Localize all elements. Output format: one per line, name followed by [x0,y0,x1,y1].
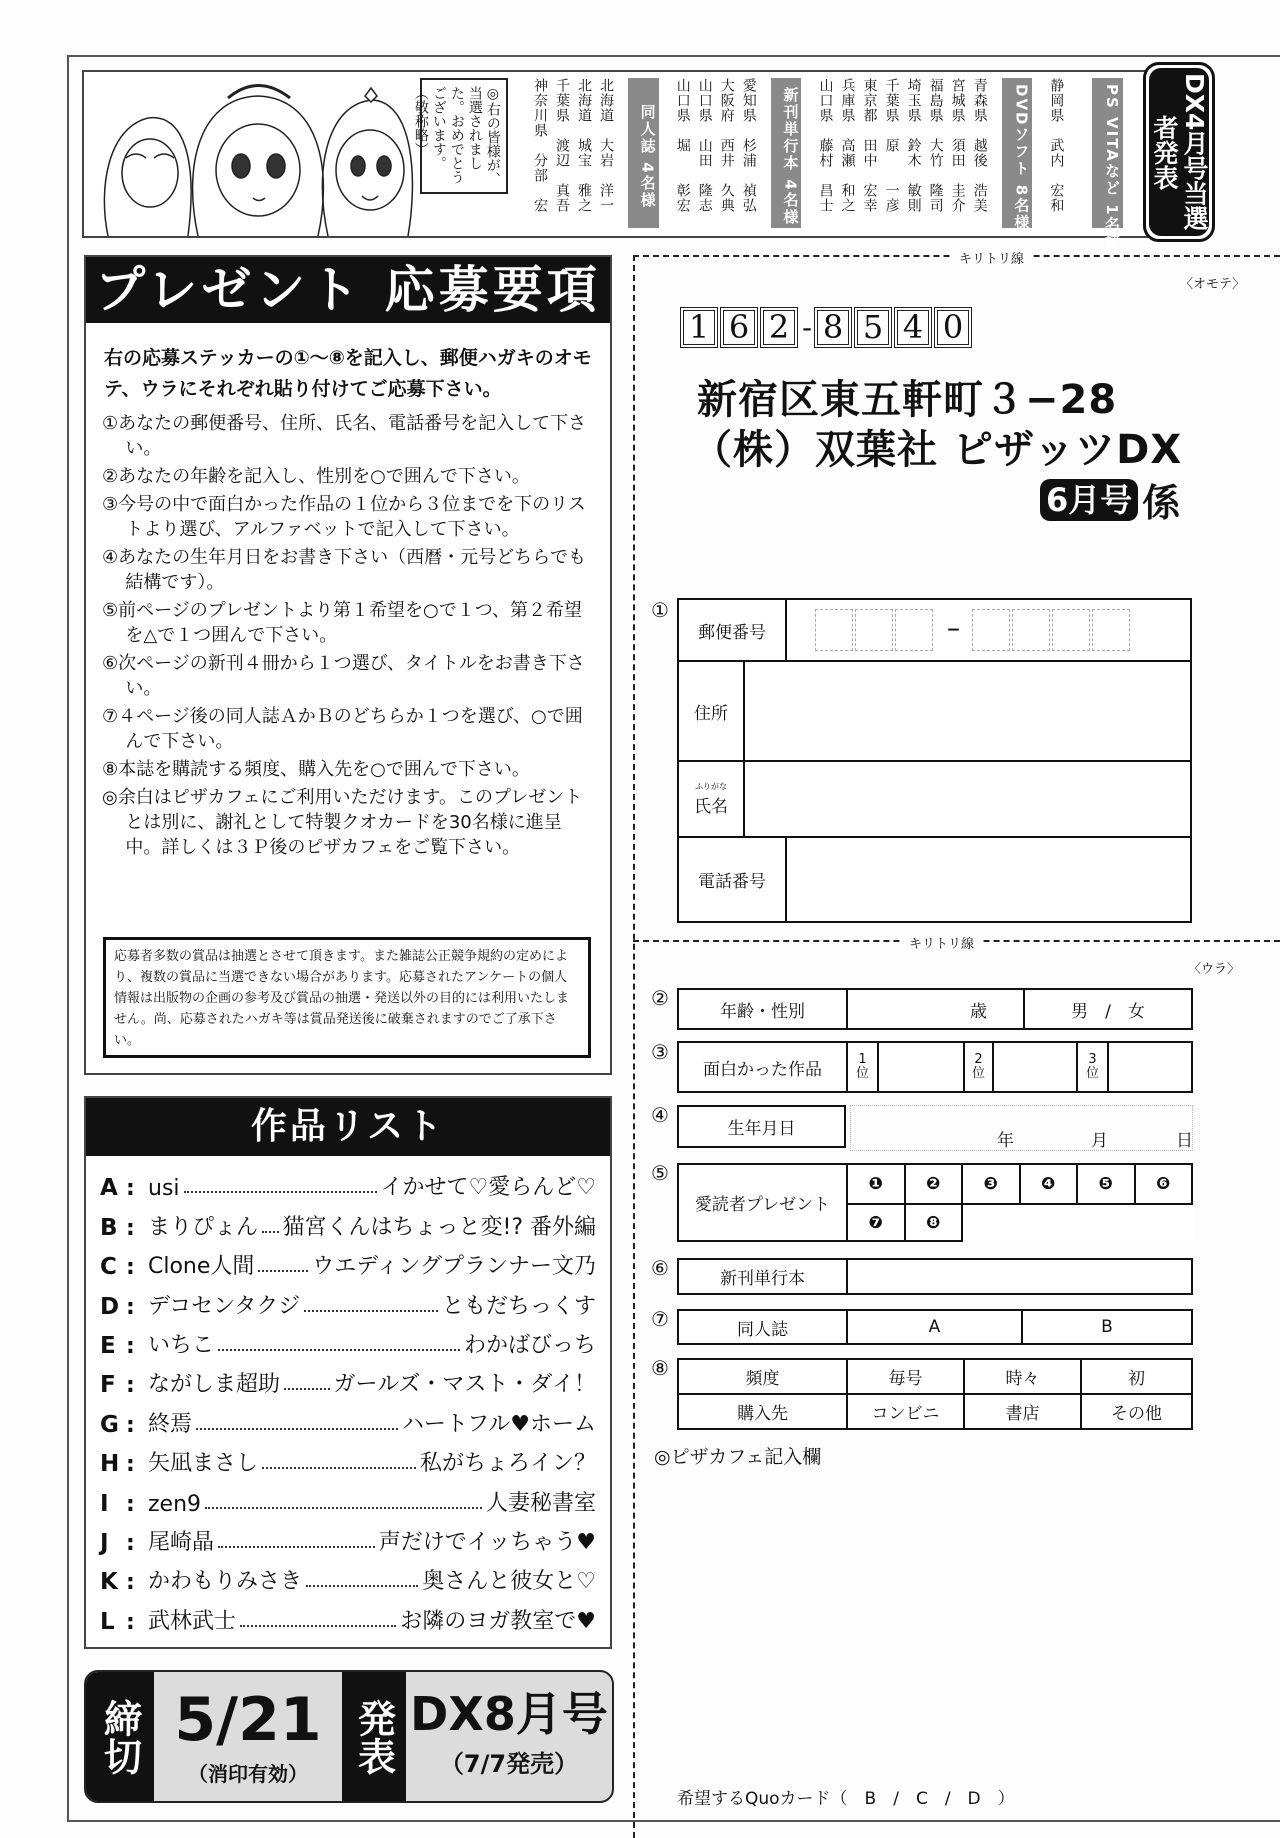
work-author: 終焉 [148,1411,193,1437]
purchase-table [677,1358,1193,1430]
work-list-item [86,1398,610,1437]
winner-entry: 千葉県 原 一彦 [883,78,900,213]
work-list-item [86,1201,610,1240]
work-letter: C [100,1254,117,1281]
dotted-leader [306,1585,418,1587]
work-list-item [86,1359,610,1398]
present-option[interactable]: ❽ [905,1204,963,1241]
present-option[interactable]: ❺ [1077,1164,1135,1204]
postal-code-digit: 4 [894,307,932,348]
postal-code-digit: 1 [680,307,718,348]
instruction-item: ③今号の中で面白かった作品の１位から３位までを下のリストより選び、アルファベットで記入して下さい。 [102,494,586,540]
work-title: わかばびっち [463,1332,596,1358]
instruction-item: ⑧本誌を購読する頻度、購入先を○で囲んで下さい。 [102,759,530,780]
dotted-leader [258,1270,308,1272]
place-other[interactable]: その他 [1081,1394,1192,1429]
work-list-item [86,1280,610,1319]
winner-entry: 愛知県 杉浦 禎弘 [740,78,757,213]
winner-entry: 大阪府 西井 久典 [718,78,735,213]
month-unit: 月 [1091,1131,1108,1151]
address-input[interactable] [744,661,1191,761]
birthday-label: 生年月日 [678,1106,845,1147]
deadline-date-note: （消印有効） [188,1762,308,1786]
day-unit: 日 [1176,1131,1193,1151]
winner-group-title: DVDソフト 8名様 [1002,78,1033,228]
postal-code-digit: 8 [814,307,852,348]
work-author: Clone人間 [148,1254,255,1280]
work-letter: K [100,1569,118,1596]
deadline-date: 5/21 [174,1685,322,1755]
work-colon: : [126,1373,135,1399]
winner-entry: 東京都 田中 宏幸 [861,78,878,213]
announce-issue-note: （7/7発売） [439,1750,579,1778]
work-title: 私がちょろイン？ [419,1451,596,1477]
work-colon: : [126,1412,135,1438]
rank-3-label [1077,1042,1108,1092]
attn-line [1040,472,1180,527]
winner-entry: 山口県 山田 隆志 [696,78,713,213]
frequency-first[interactable]: 初 [1081,1359,1192,1394]
work-author: デコセンタクジ [148,1293,301,1319]
section-number-4: ④ [651,1103,669,1127]
instructions-title: プレゼント 応募要項 [86,257,610,323]
name-input[interactable] [744,761,1191,837]
work-title: 人妻秘書室 [485,1490,596,1516]
favorite-label: 面白かった作品 [678,1042,847,1092]
present-option[interactable]: ❼ [847,1204,905,1241]
work-colon: : [126,1570,135,1596]
work-title: 猫宮くんはちょっと変!? 番外編 [282,1214,596,1240]
age-input[interactable] [847,989,1024,1029]
instructions-lead: 右の応募ステッカーの①〜⑧を記入し、郵便ハガキのオモテ、ウラにそれぞれ貼り付けてご応募下さい。 [104,347,592,400]
sex-choice[interactable]: 男 / 女 [1024,989,1192,1029]
phone-label: 電話番号 [678,837,786,922]
dotted-leader [218,1546,375,1548]
winners-stamp [1143,62,1215,242]
winner-group-title: 新刊単行本 4名様 [771,78,802,228]
work-author: 矢凪まさし [148,1451,259,1477]
rank-1-num: 1 [858,1052,867,1067]
work-colon: : [126,1294,135,1320]
place-bookstore[interactable]: 書店 [964,1394,1081,1429]
rank-2-num: 2 [974,1052,983,1067]
dotted-leader [262,1231,278,1233]
works-list-title: 作品リスト [86,1098,610,1156]
present-empty [962,1204,1192,1241]
rank-3-input[interactable] [1108,1042,1192,1092]
purchase-place-label: 購入先 [678,1394,847,1429]
frequency-sometimes[interactable]: 時々 [964,1359,1081,1394]
work-title: ウエディングプランナー文乃 [312,1254,596,1280]
birthday-input[interactable] [850,1105,1193,1151]
place-convenience-store[interactable]: コンビニ [847,1394,964,1429]
winner-entry: 神奈川県 分部 宏 [531,78,548,213]
frequency-every-issue[interactable]: 毎号 [847,1359,964,1394]
announce-block [406,1672,612,1801]
works-list [86,1156,610,1635]
present-option[interactable]: ❹ [1020,1164,1078,1204]
present-label: 愛読者プレゼント [678,1164,847,1241]
work-list-item [86,1517,610,1556]
work-colon: : [126,1491,135,1517]
work-list-item [86,1595,610,1634]
rank-2-input[interactable] [993,1042,1077,1092]
postal-code-digit: 5 [854,307,892,348]
dotted-leader [184,1191,377,1193]
section-number-8: ⑧ [651,1356,669,1380]
postal-code-dash: - [802,311,813,344]
work-letter: D [100,1293,120,1320]
instruction-item: ◎余白はピザカフェにご利用いただけます。このプレゼントとは別に、謝礼として特製クオカードを30名様に進呈中。詳しくは３Ｐ後のピザカフェをご覧下さい。 [102,787,583,858]
dotted-leader [196,1428,398,1430]
contact-form [677,598,1192,923]
front-label: 〈オモテ〉 [1180,277,1246,292]
work-author: いちこ [148,1332,215,1358]
works-list-panel [84,1096,612,1649]
work-letter: A [100,1175,118,1202]
work-title: ガールズ・マスト・ダイ！ [333,1372,596,1398]
winners-list [412,78,1135,251]
section-number-2: ② [651,986,669,1010]
present-choice [677,1163,1193,1242]
rank-3-unit: 位 [1085,1066,1099,1081]
work-author: まりぴょん [148,1214,259,1240]
present-option[interactable]: ❶ [847,1164,905,1204]
winner-entry: 山口県 堀 彰宏 [674,78,691,213]
cut-line-label: キリトリ線 [951,248,1032,267]
instruction-item: ⑤前ページのプレゼントより第１希望を○で１つ、第２希望を△で１つ囲んで下さい。 [102,600,583,646]
dotted-leader [205,1507,482,1509]
favorite-works-row [677,1041,1193,1093]
rank-2-label [964,1042,993,1092]
winner-entry: 青森県 越後 浩美 [971,78,988,213]
work-author: zen9 [148,1491,202,1517]
postal-code-digit: 0 [934,307,972,348]
deadline-label: 締切 [86,1672,154,1801]
work-author: 尾崎晶 [148,1529,215,1555]
cut-line-label-2: キリトリ線 [901,933,982,952]
work-colon: : [126,1333,135,1359]
winner-entry: 福島県 大竹 隆司 [927,78,944,213]
doujin-row [677,1309,1193,1345]
postal-code [680,307,974,348]
doujin-option-b[interactable]: B [1022,1310,1192,1344]
cut-line-middle [633,937,1280,952]
work-title: ハートフル♥ホーム [401,1411,596,1437]
work-list-item [86,1556,610,1595]
postal-label: 郵便番号 [678,599,786,661]
illustration-girls [88,78,416,236]
name-label-text: 氏名 [694,797,728,817]
instruction-item: ①あなたの郵便番号、住所、氏名、電話番号を記入して下さい。 [102,413,587,459]
rank-2-unit: 位 [971,1066,985,1081]
work-colon: : [126,1609,135,1635]
instruction-item: ⑦４ページ後の同人誌ＡかＢのどちらか１つを選び、○で囲んで下さい。 [102,706,583,752]
name-label [678,761,744,837]
section-number-5: ⑤ [651,1161,669,1185]
work-colon: : [126,1176,135,1202]
instruction-item: ②あなたの年齢を記入し、性別を○で囲んで下さい。 [102,466,530,487]
work-letter: I [100,1490,109,1517]
work-letter: B [100,1214,118,1241]
section-number-3: ③ [651,1040,669,1064]
age-unit: 歳 [970,1001,987,1022]
present-option[interactable]: ❻ [1135,1164,1193,1204]
work-letter: J [100,1529,109,1556]
doujin-option-a[interactable]: A [847,1310,1022,1344]
cut-line-top [633,252,1280,267]
work-letter: F [100,1372,116,1399]
work-letter: L [100,1608,115,1635]
age-sex-row [677,988,1193,1030]
present-option[interactable]: ❷ [905,1164,963,1204]
section-number-6: ⑥ [651,1256,669,1280]
dotted-leader [304,1310,438,1312]
rank-1-label [847,1042,878,1092]
winner-entry: 宮城県 須田 圭介 [949,78,966,213]
address-line-2: （株）双葉社 ピザッツDX [692,427,1183,473]
work-list-item [86,1438,610,1477]
rank-3-num: 3 [1088,1052,1097,1067]
postal-dash: − [946,620,961,640]
winner-entry: 北海道 大岩 洋一 [598,78,615,213]
work-list-item [86,1477,610,1516]
attn: 係 [1142,481,1181,525]
work-title: お隣のヨガ教室で♥ [400,1608,596,1634]
phone-input[interactable] [786,837,1191,922]
deadline-date-block [154,1672,342,1801]
doujin-label: 同人誌 [678,1310,847,1344]
work-letter: H [100,1451,120,1478]
new-book-input[interactable] [847,1259,1192,1294]
quo-card-choice[interactable]: 希望するQuoカード（ B / C / D ） [677,1789,1015,1809]
announce-label: 発表 [342,1672,406,1801]
work-author: かわもりみさき [148,1569,303,1595]
cut-line-vertical [633,255,635,1838]
dotted-leader [240,1625,396,1627]
winner-entry: 北海道 城宝 雅之 [576,78,592,213]
postal-code-digit: 2 [760,307,798,348]
age-sex-label: 年齢・性別 [678,989,847,1029]
winners-note: ◎右の皆様が、当選されました。おめでとうございます。（敬称略） [420,78,508,194]
instructions-items [86,411,610,860]
winner-group-title: PS VITAなど 1名様 [1092,78,1123,228]
winner-entry: 千葉県 渡辺 真吾 [553,78,570,213]
announce-issue: DX8月号 [410,1687,608,1741]
work-colon: : [126,1215,135,1241]
section-number-1: ① [651,598,669,622]
work-author: 武林武士 [148,1608,237,1634]
work-letter: G [100,1411,119,1438]
winner-entry: 静岡県 武内 宏和 [1048,78,1065,213]
winners-stamp-text: DX4月号当選者発表 [1149,68,1209,236]
disclaimer: 応募者多数の賞品は抽選とさせて頂きます。また雑誌公正競争規約の定めにより、複数の賞品に当選できない場合があります。応募されたアンケートの個人情報は出版物の企画の参考及び賞品の抽選・発送以外の目的には利用いたしません。尚、応募されたハガキ等は賞品発送後に破棄されますのでご了承下さい。 [103,937,591,1058]
frequency-label: 頻度 [678,1359,847,1394]
postal-code-digit: 6 [720,307,758,348]
address-label: 住所 [678,661,744,761]
deadline-box [84,1670,614,1803]
work-colon: : [126,1530,135,1556]
work-title: 声だけでイッちゃう♥ [378,1529,596,1555]
birthday-label-box [677,1105,846,1148]
work-colon: : [126,1452,135,1478]
winner-entry: 埼玉県 鈴木 敏則 [905,78,922,213]
work-list-item [86,1241,610,1280]
section-number-7: ⑦ [651,1307,669,1331]
work-author: ながしま超助 [148,1372,281,1398]
dotted-leader [262,1467,416,1469]
dotted-leader [284,1388,330,1390]
work-title: イかせて♡愛らんど♡ [380,1175,596,1201]
postal-input[interactable] [786,599,1191,661]
instruction-item: ④あなたの生年月日をお書き下さい（西暦・元号どちらでも結構です）。 [102,547,586,593]
furigana-label: ふりがな [695,782,727,791]
winner-entry: 山口県 藤村 昌士 [817,78,834,213]
work-colon: : [126,1255,135,1281]
work-letter: E [100,1332,116,1359]
issue-badge: 6月号 [1040,479,1138,521]
winner-group-title: 同人誌 4名様 [628,78,659,228]
present-option[interactable]: ❸ [962,1164,1020,1204]
dotted-leader [218,1349,460,1351]
rank-1-input[interactable] [878,1042,964,1092]
year-unit: 年 [997,1131,1014,1151]
work-title: 奥さんと彼女と♡ [422,1569,596,1595]
new-book-row [677,1258,1193,1295]
work-list-item [86,1320,610,1359]
work-author: usi [148,1176,180,1202]
new-book-label: 新刊単行本 [678,1259,847,1294]
address-line-1: 新宿区東五軒町３−28 [697,377,1118,423]
back-label: 〈ウラ〉 [1188,962,1241,977]
pizza-cafe-label: ◎ピザカフェ記入欄 [654,1446,822,1468]
winner-entry: 兵庫県 高瀬 和之 [839,78,856,213]
work-title: ともだちっくす [441,1293,596,1319]
instruction-item: ⑥次ページの新刊４冊から１つ選び、タイトルをお書き下さい。 [102,653,585,699]
rank-1-unit: 位 [855,1066,869,1081]
work-list-item [86,1162,610,1201]
